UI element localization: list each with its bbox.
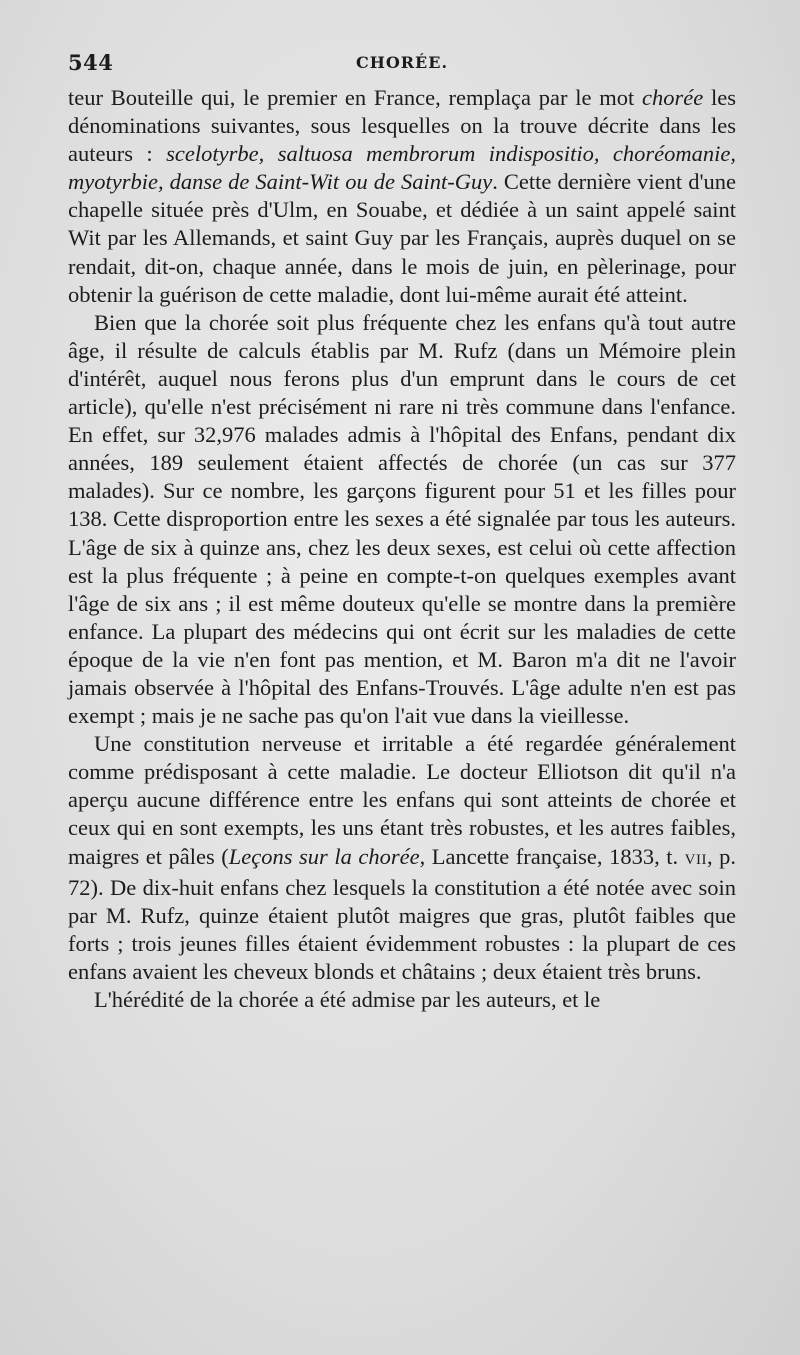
- text-run: Bien que la chorée soit plus fréquente chez les enfans qu'à tout autre âge, il résulte de calculs établis par M. Rufz (dans un Mémoire plein d'intérêt, auquel nous ferons plus d'un emprunt dans le cours de cet article), qu'elle n'est précisément ni rare ni très commune dans l'enfance. En effet, sur 32,976 malades admis à l'hôpital des Enfans, pendant dix années, 189 seulement étaient affectés de chorée (un cas sur 377 malades). Sur ce nombre, les garçons figurent pour 51 et les filles pour 138. Cette disproportion entre les sexes a été signalée par tous les auteurs. L'âge de six à quinze ans, chez les deux sexes, est celui où cette affection est la plus fréquente ; à peine en compte-t-on quelques exemples avant l'âge de six ans ; il est même douteux qu'elle se montre dans la première enfance. La plupart des médecins qui ont écrit sur les maladies de cette époque de la vie n'en font pas mention, et M. Baron m'a dit ne l'avoir jamais observée à l'hôpital des Enfans-Trouvés. L'âge adulte n'en est pas exempt ; mais je ne sache pas qu'on l'ait vue dans la vieillesse.: [68, 309, 736, 729]
- paragraph-1: [68, 84, 736, 309]
- paragraph-4: [68, 986, 736, 1014]
- text-run: L'hérédité de la chorée a été admise par les auteurs, et le: [94, 987, 601, 1012]
- italic-term: chorée: [642, 85, 704, 110]
- italic-citation: Leçons sur la chorée: [228, 843, 420, 869]
- text-run: . Cette dernière vient d'une chapelle située près d'Ulm, en Souabe, et dédiée à un saint appelé saint Wit par les Allemands, et saint Guy par les Français, auprès duquel on se rendait, dit-on, chaque année, dans le mois de juin, en pèlerinage, pour obtenir la guérison de cette maladie, dont lui-même aurait été atteint.: [68, 169, 736, 307]
- page-number: 544: [68, 50, 114, 75]
- body-text: [68, 84, 736, 1014]
- italic-synonyms: scelotyrbe, saltuosa membrorum indispositio, choréomanie, myotyrbie, danse de Saint-Wit ou de Saint-Guy: [68, 141, 736, 195]
- text-run: , Lancette française, 1833, t.: [419, 843, 685, 869]
- text-run: teur Bouteille qui, le premier en France, remplaça par le mot: [68, 85, 643, 110]
- page-header: [68, 50, 736, 80]
- running-title: CHORÉE.: [355, 53, 449, 72]
- text-run: les dénominations suivantes, sous lesquelles on la trouve décrite dans les auteurs :: [68, 85, 736, 167]
- text-run: Une constitution nerveuse et irritable a été regardée généralement comme prédisposant à cette maladie. Le docteur Elliotson dit qu'il n'a aperçu aucune différence entre les enfans qui sont atteints de chorée et ceux qui en sont exempts, les uns étant très robustes, et les autres faibles, maigres et pâles (: [68, 731, 736, 869]
- paragraph-3: [68, 730, 736, 986]
- text-run: , p. 72). De dix-huit enfans chez lesquels la constitution a été notée avec soin par M. Rufz, quinze étaient plutôt maigres que gras, plutôt faibles que forts ; trois jeunes filles étaient évidemment robustes : la plupart de ces enfans avaient les cheveux blonds et châtains ; deux étaient très bruns.: [68, 843, 736, 984]
- paragraph-2: [68, 309, 736, 730]
- small-caps-volume: VII: [684, 851, 707, 868]
